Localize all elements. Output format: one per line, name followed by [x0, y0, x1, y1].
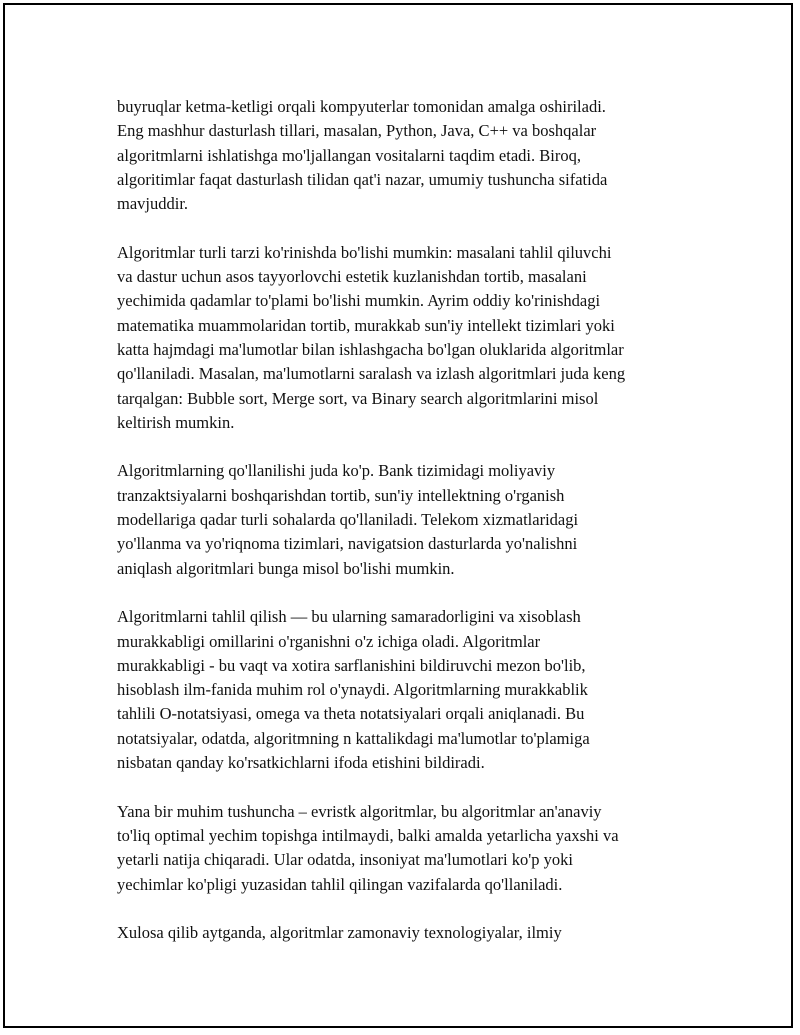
text-line: yechimlar ko'pligi yuzasidan tahlil qilingan vazifalarda qo'llaniladi.	[117, 874, 563, 894]
text-line: tarqalgan: Bubble sort, Merge sort, va Binary search algoritmlarini misol	[117, 388, 599, 408]
text-line: Eng mashhur dasturlash tillari, masalan, Python, Java, C++ va boshqalar	[117, 121, 597, 141]
paragraph-6	[117, 921, 697, 945]
text-line: keltirish mumkin.	[117, 412, 235, 432]
text-line: algoritimlar faqat dasturlash tilidan qat'i nazar, umumiy tushuncha sifatida	[117, 169, 608, 189]
text-line: to'liq optimal yechim topishga intilmaydi, balki amalda yetarlicha yaxshi va	[117, 825, 619, 845]
text-line: tahlili O-notatsiyasi, omega va theta notatsiyalari orqali aniqlanadi. Bu	[117, 704, 585, 724]
paragraph-4	[117, 605, 697, 775]
text-line: nisbatan qanday ko'rsatkichlarni ifoda etishini bildiradi.	[117, 753, 485, 773]
text-line: katta hajmdagi ma'lumotlar bilan ishlashgacha bo'lgan oluklarida algoritmlar	[117, 339, 624, 359]
text-line: qo'llaniladi. Masalan, ma'lumotlarni saralash va izlash algoritmlari juda keng	[117, 364, 626, 384]
paragraph-3	[117, 459, 697, 580]
text-line: yetarli natija chiqaradi. Ular odatda, insoniyat ma'lumotlari ko'p yoki	[117, 850, 573, 870]
text-line: algoritmlarni ishlatishga mo'ljallangan vositalarni taqdim etadi. Biroq,	[117, 145, 581, 165]
text-line: va dastur uchun asos tayyorlovchi estetik kuzlanishdan tortib, masalani	[117, 267, 587, 287]
text-line: Algoritmlarni tahlil qilish — bu ularning samaradorligini va xisoblash	[117, 607, 581, 627]
paragraph-5	[117, 800, 697, 897]
document-body	[117, 95, 697, 970]
text-line: yo'llanma va yo'riqnoma tizimlari, navigatsion dasturlarda yo'nalishni	[117, 534, 578, 554]
text-line: murakkabligi omillarini o'rganishni o'z ichiga oladi. Algoritmlar	[117, 631, 541, 651]
text-line: notatsiyalar, odatda, algoritmning n kattalikdagi ma'lumotlar to'plamiga	[117, 728, 590, 748]
text-line: Algoritmlarning qo'llanilishi juda ko'p. Bank tizimidagi moliyaviy	[117, 461, 556, 481]
text-line: Yana bir muhim tushuncha – evristk algoritmlar, bu algoritmlar an'anaviy	[117, 801, 602, 821]
text-line: matematika muammolaridan tortib, murakkab sun'iy intellekt tizimlari yoki	[117, 315, 615, 335]
text-line: Algoritmlar turli tarzi ko'rinishda bo'lishi mumkin: masalani tahlil qiluvchi	[117, 242, 612, 262]
text-line: tranzaktsiyalarni boshqarishdan tortib, sun'iy intellektning o'rganish	[117, 485, 565, 505]
paragraph-1	[117, 95, 697, 216]
text-line: hisoblash ilm-fanida muhim rol o'ynaydi. Algoritmlarning murakkablik	[117, 680, 588, 700]
text-line: mavjuddir.	[117, 194, 189, 214]
text-line: buyruqlar ketma-ketligi orqali kompyuterlar tomonidan amalga oshiriladi.	[117, 97, 606, 116]
text-line: aniqlash algoritmlari bunga misol bo'lishi mumkin.	[117, 558, 455, 578]
text-line: Xulosa qilib aytganda, algoritmlar zamonaviy texnologiyalar, ilmiy	[117, 923, 562, 943]
text-line: murakkabligi - bu vaqt va xotira sarflanishini bildiruvchi mezon bo'lib,	[117, 655, 586, 675]
paragraph-2	[117, 241, 697, 435]
text-line: modellariga qadar turli sohalarda qo'llaniladi. Telekom xizmatlaridagi	[117, 510, 579, 530]
text-line: yechimida qadamlar to'plami bo'lishi mumkin. Ayrim oddiy ko'rinishdagi	[117, 291, 601, 311]
